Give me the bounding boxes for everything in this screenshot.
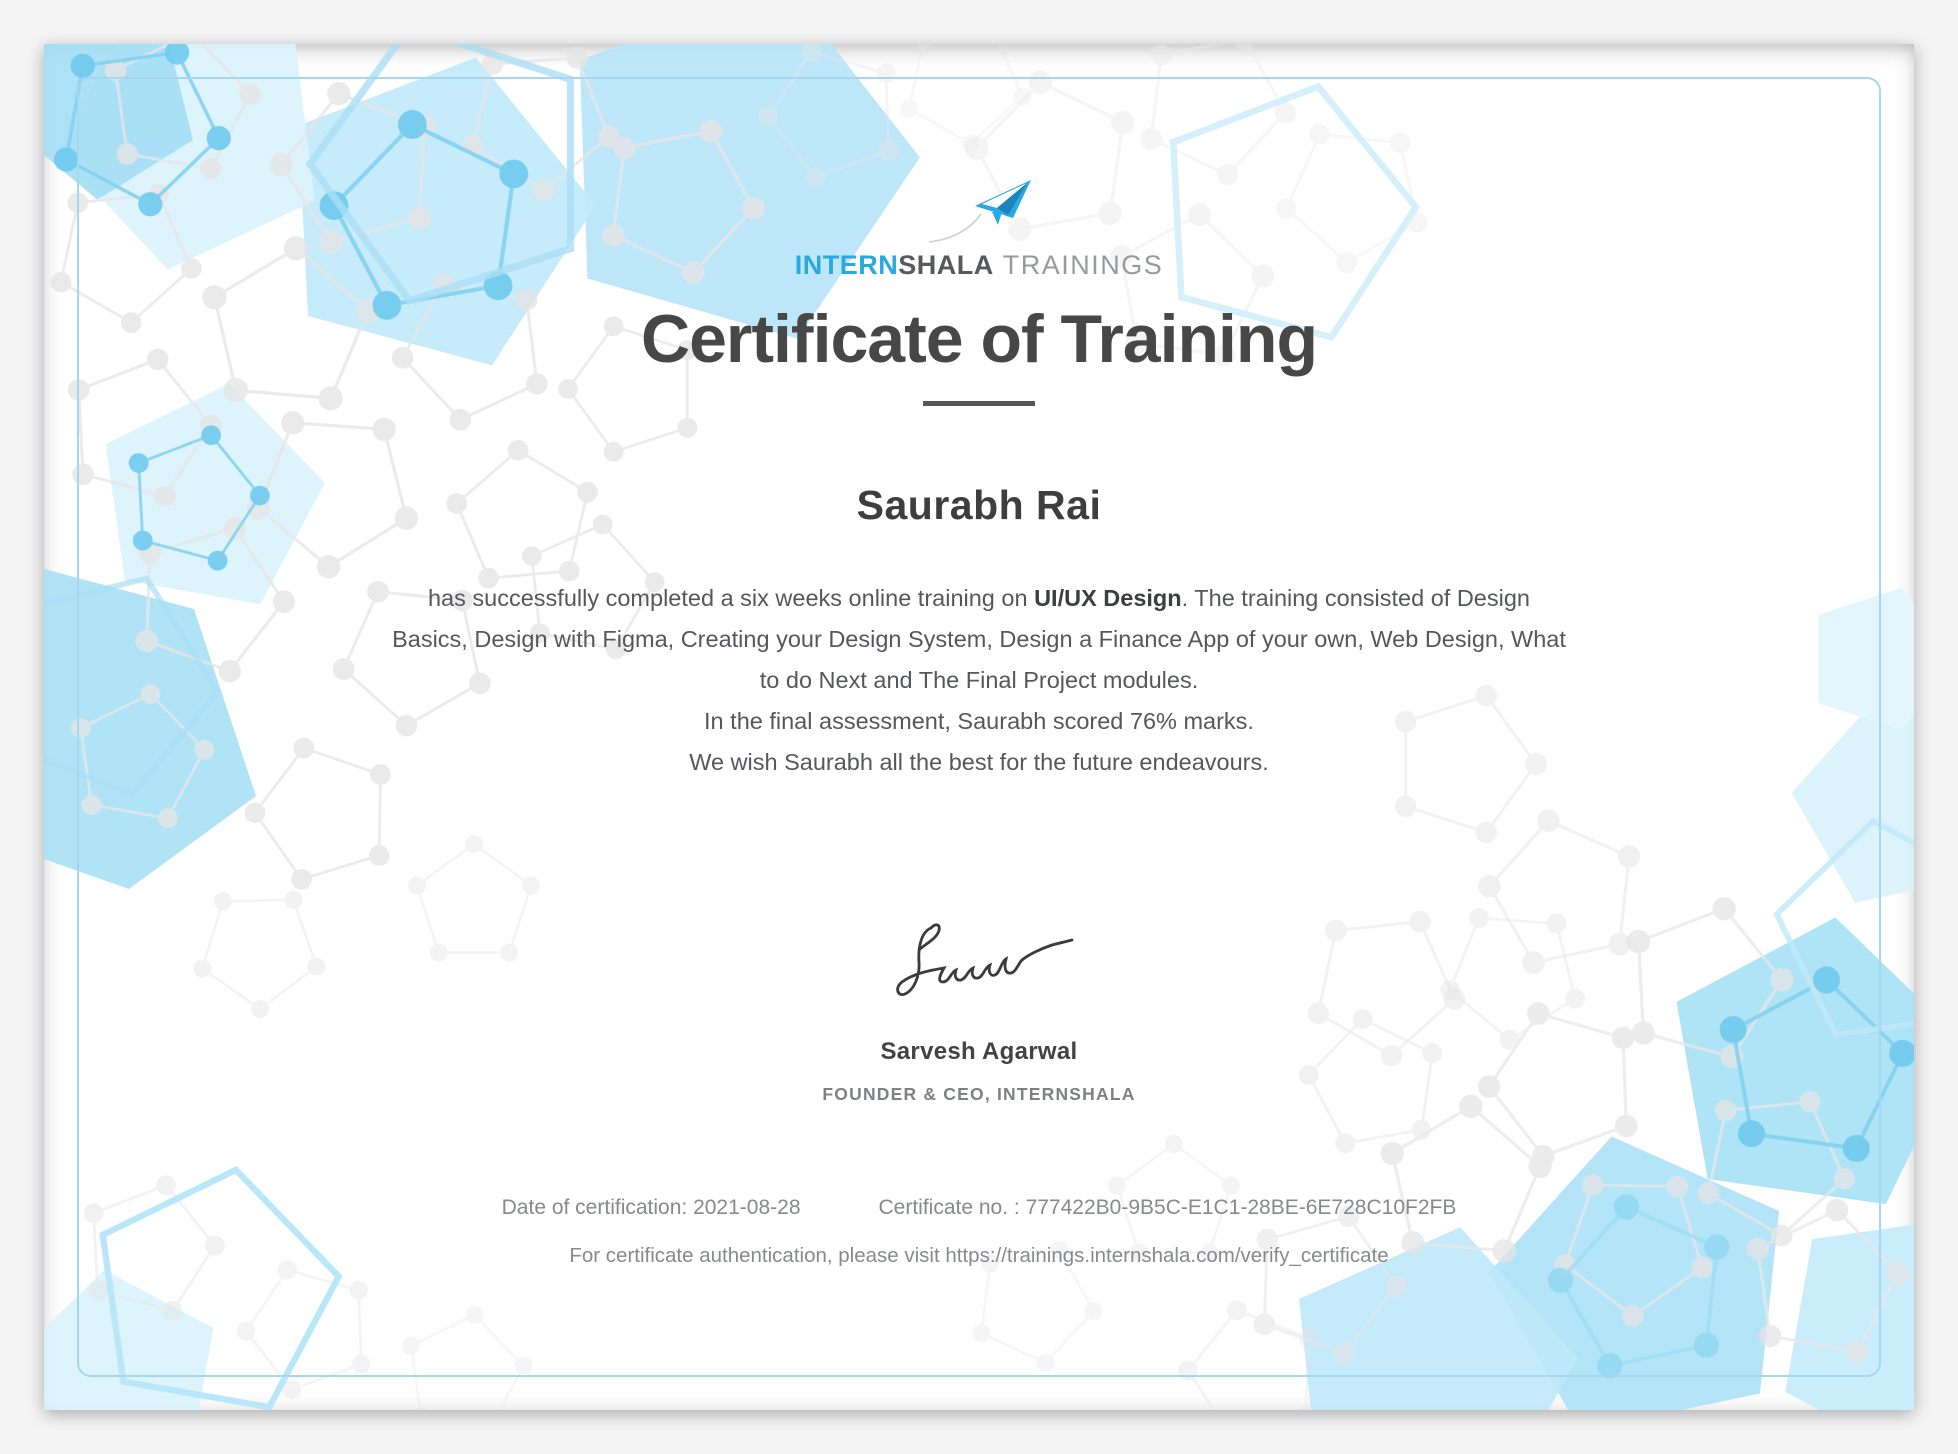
recipient-name: Saurabh Rai	[856, 482, 1102, 528]
page-title: Certificate of Training	[641, 301, 1317, 377]
signature-block	[44, 918, 1914, 1013]
certificate-card	[44, 44, 1914, 1410]
signatory-name: Sarvesh Agarwal	[880, 1038, 1078, 1065]
assessment-line: In the final assessment, Saurabh scored 76% marks.	[704, 708, 1254, 734]
brand-logo	[44, 178, 1914, 281]
paper-plane-icon	[915, 178, 1043, 248]
body-line: to do Next and The Final Project modules.	[759, 667, 1199, 693]
verification-note	[44, 1244, 1914, 1268]
date-value: 2021-08-28	[693, 1196, 801, 1219]
certificate-meta	[44, 1196, 1914, 1220]
title-divider	[923, 401, 1035, 406]
certificate-number	[879, 1196, 1457, 1220]
signatory-title: FOUNDER & CEO, INTERNSHALA	[822, 1084, 1136, 1104]
certificate-number-value: 777422B0-9B5C-E1C1-28BE-6E728C10F2FB	[1025, 1196, 1457, 1219]
logo-shala: SHALA	[898, 250, 994, 280]
wish-line: We wish Saurabh all the best for the future endeavours.	[689, 749, 1269, 775]
brand-logo-text	[44, 250, 1914, 281]
body-line: has successfully completed a six weeks online training on UI/UX Design. The training consisted of Design	[427, 585, 1530, 611]
body-line: Basics, Design with Figma, Creating your Design System, Design a Finance App of your own, Web Design, What	[392, 626, 1566, 652]
training-name: UI/UX Design	[1034, 585, 1182, 611]
date-label: Date of certification:	[501, 1196, 688, 1219]
verification-text: For certificate authentication, please visit	[569, 1244, 940, 1267]
signature-image	[874, 918, 1084, 1013]
certificate-body-text	[44, 578, 1914, 783]
certification-date	[502, 1196, 801, 1220]
certificate-number-label: Certificate no. :	[878, 1196, 1020, 1219]
logo-intern: INTERN	[794, 250, 899, 280]
logo-trainings: TRAININGS	[1002, 250, 1164, 280]
verification-url: https://trainings.internshala.com/verify_certificate	[945, 1244, 1389, 1267]
